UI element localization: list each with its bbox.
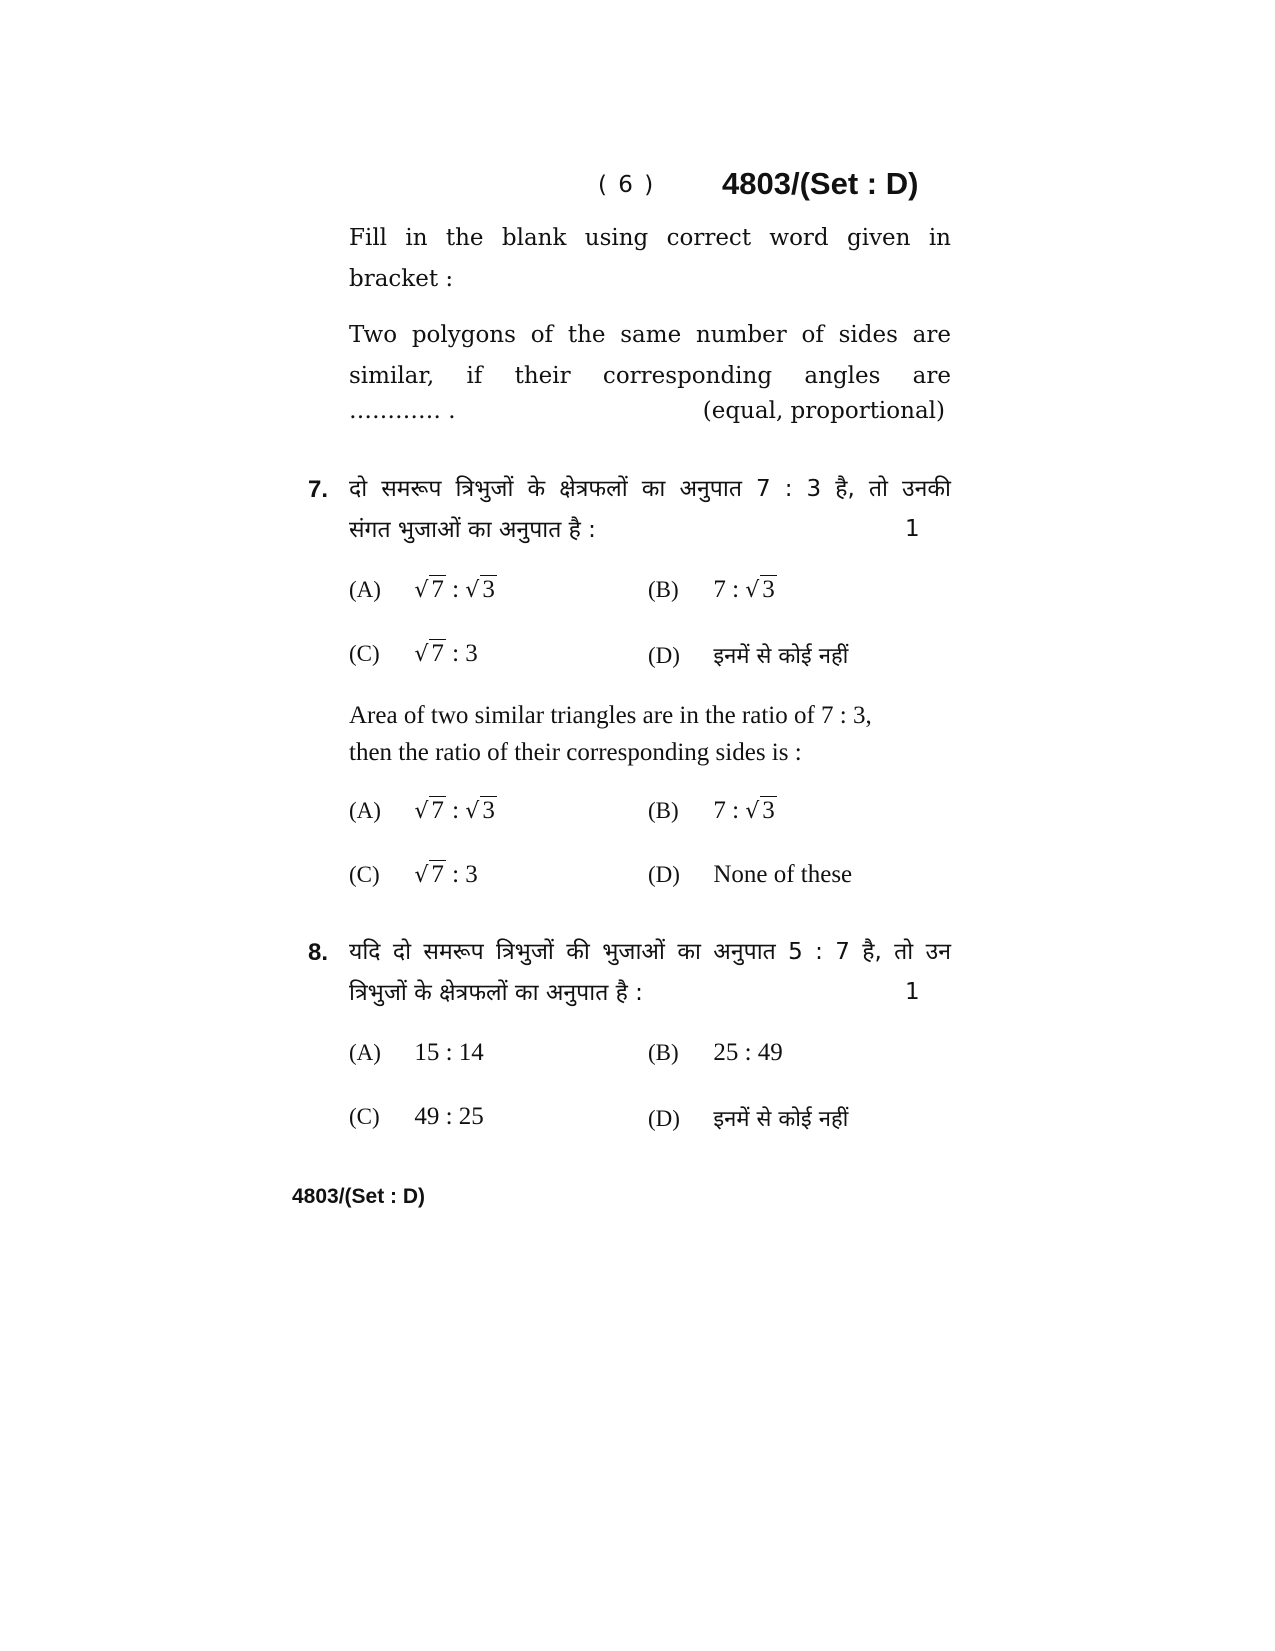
- q7-hindi-line2: संगत भुजाओं का अनुपात है :: [349, 517, 596, 543]
- q7-hindi-line1: दो समरूप त्रिभुजों के क्षेत्रफलों का अनुपात 7 : 3 है, तो उनकी: [349, 476, 951, 502]
- paper-code-header: 4803/(Set : D): [722, 166, 919, 201]
- sqrt-symbol: √ 7: [414, 797, 444, 824]
- option-label: (D): [648, 1106, 680, 1131]
- q6-instruction: [349, 218, 951, 300]
- q7-english-option-d: [648, 861, 852, 889]
- option-label: (C): [349, 641, 380, 666]
- sqrt-symbol: √ 7: [414, 640, 444, 667]
- option-text: None of these: [713, 861, 853, 888]
- q7-hindi-option-a: (A) √ 7 : √ 3: [349, 576, 495, 603]
- q7-english-option-c: (C) √ 7 : 3: [349, 861, 478, 888]
- option-label: (C): [349, 1104, 380, 1129]
- sqrt-symbol: √ 3: [745, 797, 775, 824]
- q8-option-d: [648, 1103, 848, 1133]
- q7-english-line1: Area of two similar triangles are in the ratio of 7 : 3,: [349, 702, 872, 729]
- q6-statement-line1: Two polygons of the same number of sides are: [349, 322, 951, 348]
- q8-hindi-question: [349, 932, 951, 1014]
- option-label: (A): [349, 798, 381, 823]
- sqrt-symbol: √ 3: [465, 576, 495, 603]
- option-label: (C): [349, 862, 380, 887]
- q7-marks: 1: [905, 516, 920, 542]
- q8-hindi-line1: यदि दो समरूप त्रिभुजों की भुजाओं का अनुपात 5 : 7 है, तो उन: [349, 939, 951, 965]
- option-text: 15 : 14: [414, 1039, 484, 1066]
- q7-english-option-a: (A) √ 7 : √ 3: [349, 797, 495, 824]
- page-number: ( 6 ): [598, 172, 656, 198]
- q6-instruction-line2: bracket :: [349, 266, 454, 292]
- q8-number: 8.: [308, 939, 329, 966]
- q7-english-option-b: (B) 7 : √ 3: [648, 797, 775, 824]
- q6-instruction-line1: Fill in the blank using correct word given in: [349, 225, 951, 251]
- option-label: (A): [349, 577, 381, 602]
- q6-blank: ………… .: [349, 398, 456, 424]
- q8-marks: 1: [905, 979, 920, 1005]
- sqrt-symbol: √ 7: [414, 576, 444, 603]
- sqrt-symbol: √ 7: [414, 861, 444, 888]
- q7-hindi-option-c: (C) √ 7 : 3: [349, 640, 478, 667]
- option-label: (A): [349, 1040, 381, 1065]
- option-text: 25 : 49: [713, 1039, 783, 1066]
- q7-english-line2: then the ratio of their corresponding sides is :: [349, 739, 802, 766]
- q6-blank-line: [349, 398, 951, 424]
- q8-option-a: [349, 1039, 484, 1067]
- q6-statement-line2: similar, if their corresponding angles are: [349, 363, 951, 389]
- q6-statement: [349, 315, 951, 397]
- q7-english-question: [349, 697, 969, 771]
- q8-option-c: [349, 1103, 484, 1131]
- option-label: (B): [648, 798, 679, 823]
- sqrt-symbol: √ 3: [465, 797, 495, 824]
- q7-hindi-option-d: [648, 640, 848, 670]
- option-text: इनमें से कोई नहीं: [713, 1107, 849, 1132]
- q7-number: 7.: [308, 476, 329, 503]
- q6-choices: (equal, proportional): [702, 398, 945, 424]
- option-text: 49 : 25: [414, 1103, 484, 1130]
- q7-hindi-option-b: (B) 7 : √ 3: [648, 576, 775, 603]
- option-text: इनमें से कोई नहीं: [713, 644, 849, 669]
- q7-hindi-question: [349, 469, 951, 551]
- q8-option-b: [648, 1039, 783, 1067]
- q8-hindi-line2: त्रिभुजों के क्षेत्रफलों का अनुपात है :: [349, 980, 643, 1006]
- paper-code-footer: 4803/(Set : D): [292, 1185, 426, 1208]
- option-label: (D): [648, 643, 680, 668]
- sqrt-symbol: √ 3: [745, 576, 775, 603]
- option-label: (B): [648, 577, 679, 602]
- option-label: (D): [648, 862, 680, 887]
- option-label: (B): [648, 1040, 679, 1065]
